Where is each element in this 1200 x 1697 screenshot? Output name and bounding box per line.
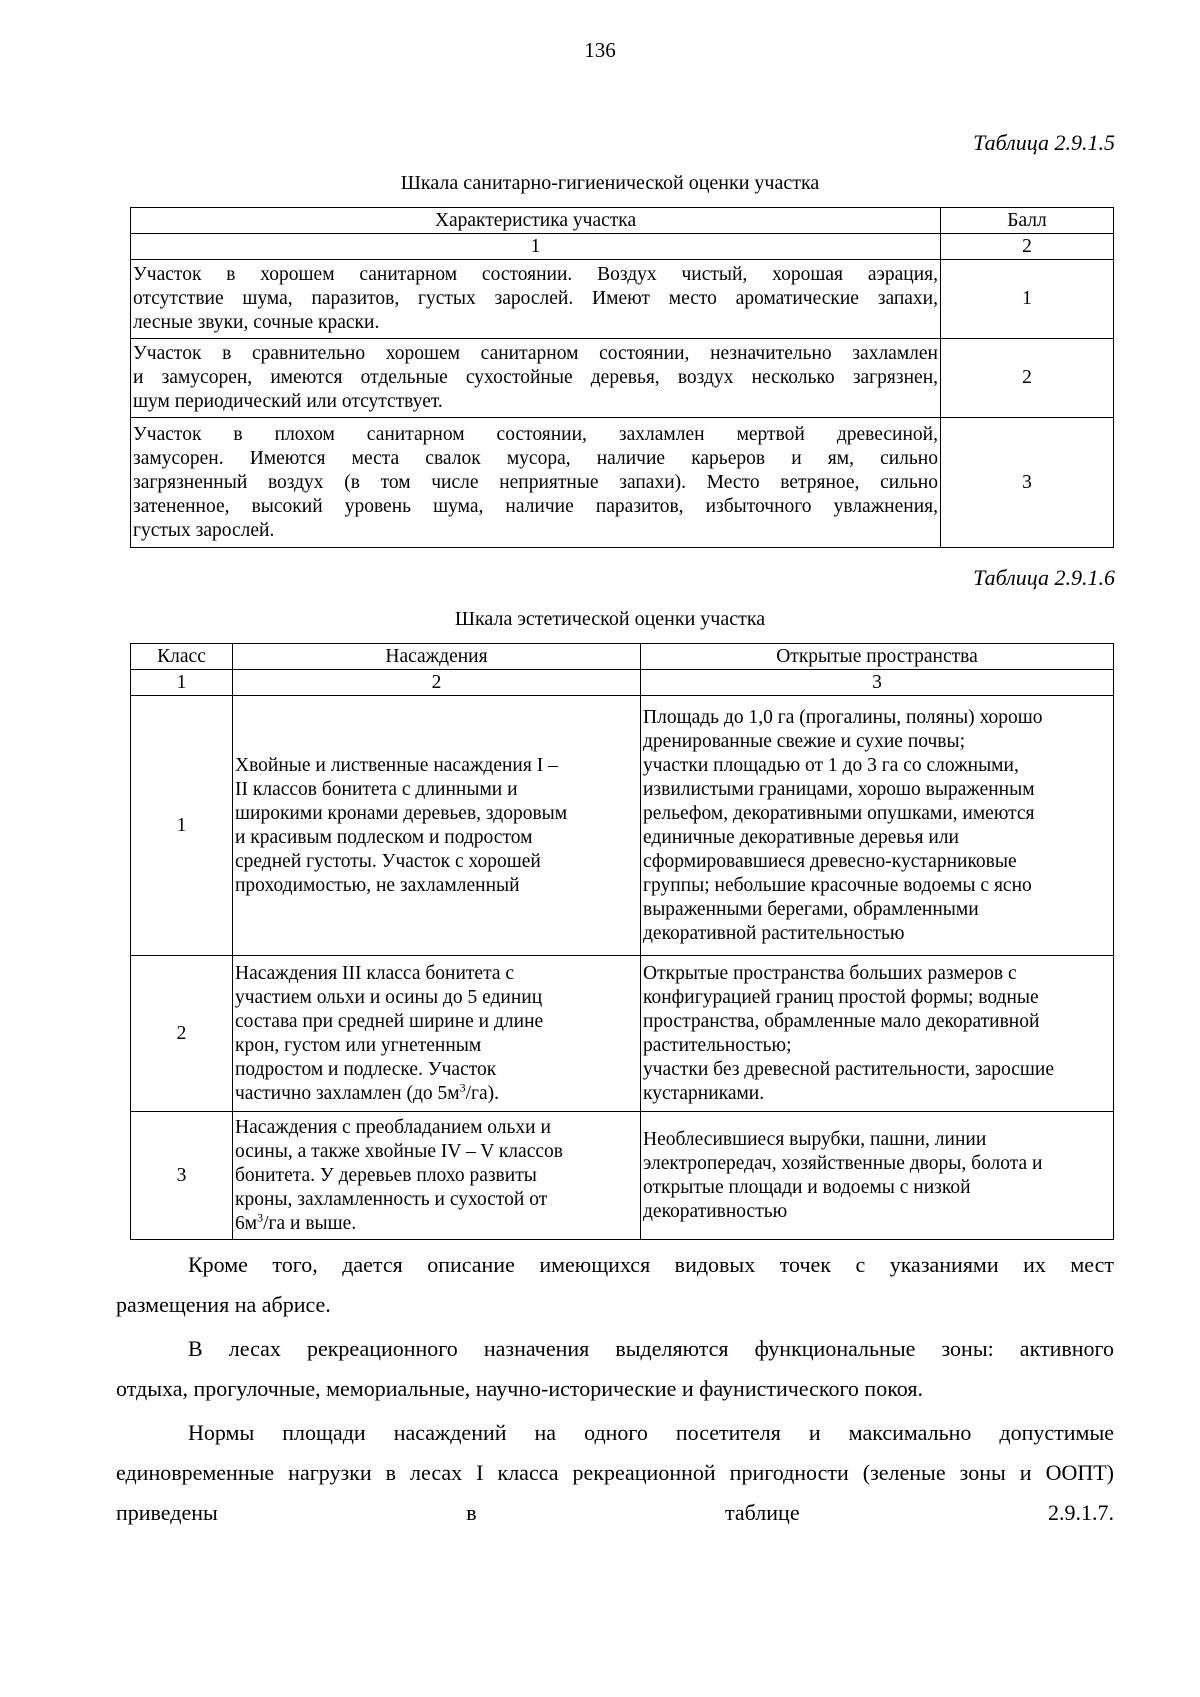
cell-line: участием ольхи и осины до 5 единиц — [235, 986, 543, 1008]
cell-line: сформировавшиеся древесно-кустарниковые — [643, 850, 1017, 872]
open-spaces-cell — [641, 956, 1114, 1112]
table2-label: Таблица 2.9.1.6 — [973, 565, 1115, 590]
paragraph-line: приведены в таблице 2.9.1.7. — [116, 1500, 1114, 1525]
cell-line: Открытые пространства больших размеров с — [643, 962, 1017, 984]
cell-line: загрязненный воздух (в том числе неприятные запахи). Место ветряное, сильно — [133, 471, 938, 493]
page-number: 136 — [584, 38, 616, 62]
cell-line: Участок в хорошем санитарном состоянии. Воздух чистый, хорошая аэрация, — [133, 264, 938, 285]
cell-line — [235, 1082, 638, 1106]
table-row — [131, 339, 1114, 418]
header-plantings: Насаждения — [233, 644, 641, 670]
superscript: 3 — [257, 1210, 264, 1224]
cell-line: замусорен. Имеются места свалок мусора, наличие карьеров и ям, сильно — [133, 447, 938, 469]
cell-line: электропередач, хозяйственные дворы, болота и — [643, 1152, 1043, 1174]
cell-line: конфигурацией границ простой формы; водные — [643, 986, 1039, 1008]
paragraph-line: отдыха, прогулочные, мемориальные, научно-исторические и фаунистического покоя. — [116, 1376, 923, 1401]
text-fragment: /га). — [465, 1082, 500, 1104]
paragraph-line: Нормы площади насаждений на одного посетителя и максимально допустимые — [188, 1420, 1114, 1445]
aesthetic-scale-table — [130, 643, 1114, 1240]
paragraph-line: размещения на абрисе. — [116, 1292, 331, 1317]
table-row — [131, 260, 1114, 339]
plantings-cell — [233, 696, 641, 956]
cell-line: бонитета. У деревьев плохо развиты — [235, 1164, 537, 1186]
cell-line — [235, 1212, 638, 1236]
characteristic-cell — [131, 260, 941, 339]
characteristic-cell — [131, 418, 941, 548]
cell-line: затененное, высокий уровень шума, наличие паразитов, избыточного увлажнения, — [133, 495, 938, 517]
open-spaces-cell — [641, 696, 1114, 956]
cell-line: единичные декоративные деревья или — [643, 826, 959, 848]
score-cell: 1 — [941, 260, 1114, 339]
cell-line: крон, густом или угнетенным — [235, 1034, 482, 1056]
cell-line: декоративной растительностью — [643, 922, 905, 944]
text-fragment: частично захламлен (до 5м — [235, 1082, 460, 1104]
cell-line: извилистыми границами, хорошо выраженным — [643, 778, 1035, 800]
open-spaces-cell — [641, 1112, 1114, 1240]
cell-line: выраженными берегами, обрамленными — [643, 898, 979, 920]
column-number: 2 — [941, 234, 1114, 260]
table-row — [131, 696, 1114, 956]
table-row — [131, 418, 1114, 548]
cell-line: II классов бонитета с длинными и — [235, 778, 518, 800]
cell-line: Площадь до 1,0 га (прогалины, поляны) хорошо — [643, 706, 1043, 728]
table-row — [131, 1112, 1114, 1240]
column-number: 1 — [131, 234, 941, 260]
cell-line: пространства, обрамленные мало декоративной — [643, 1010, 1040, 1032]
header-class: Класс — [131, 644, 233, 670]
table-header-row — [131, 208, 1114, 234]
table-row — [131, 956, 1114, 1112]
cell-line: Хвойные и лиственные насаждения I – — [235, 754, 558, 776]
cell-line: Насаждения с преобладанием ольхи и — [235, 1116, 551, 1138]
header-score: Балл — [941, 208, 1114, 234]
cell-line: отсутствие шума, паразитов, густых зарослей. Имеют место ароматические запахи, — [133, 288, 938, 309]
characteristic-cell — [131, 339, 941, 418]
cell-line: лесные звуки, сочные краски. — [133, 312, 380, 333]
class-cell: 3 — [131, 1112, 233, 1240]
paragraph-line: единовременные нагрузки в лесах I класса рекреационной пригодности (зеленые зоны и ООПТ) — [116, 1460, 1114, 1485]
cell-line: участки площадью от 1 до 3 га со сложными, — [643, 754, 1019, 776]
paragraph-line: В лесах рекреационного назначения выделяются функциональные зоны: активного — [188, 1336, 1114, 1361]
class-cell: 2 — [131, 956, 233, 1112]
table-header-row — [131, 644, 1114, 670]
column-number: 2 — [233, 670, 641, 696]
text-fragment: 6м — [235, 1212, 258, 1234]
paragraph-zones — [116, 1329, 1114, 1409]
paragraph-line: Кроме того, дается описание имеющихся видовых точек с указаниями их мест — [188, 1252, 1114, 1277]
cell-line: состава при средней ширине и длине — [235, 1010, 544, 1032]
cell-line: густых зарослей. — [133, 519, 275, 541]
score-cell: 3 — [941, 418, 1114, 548]
class-cell: 1 — [131, 696, 233, 956]
table1-label: Таблица 2.9.1.5 — [973, 130, 1115, 155]
score-cell: 2 — [941, 339, 1114, 418]
cell-line: проходимостью, не захламленный — [235, 874, 520, 896]
cell-line: участки без древесной растительности, заросшие — [643, 1058, 1054, 1080]
cell-line: открытые площади и водоемы с низкой — [643, 1176, 971, 1198]
cell-line: широкими кронами деревьев, здоровым — [235, 802, 568, 824]
table1-title: Шкала санитарно-гигиенической оценки участка — [400, 172, 820, 194]
column-number-row — [131, 234, 1114, 260]
cell-line: кроны, захламленность и сухостой от — [235, 1188, 548, 1210]
cell-line: рельефом, декоративными опушками, имеются — [643, 802, 1035, 824]
cell-line: Участок в плохом санитарном состоянии, захламлен мертвой древесиной, — [133, 423, 938, 445]
cell-line: группы; небольшие красочные водоемы с ясно — [643, 874, 1032, 896]
cell-line: декоративностью — [643, 1200, 788, 1222]
cell-line: Необлесившиеся вырубки, пашни, линии — [643, 1128, 987, 1150]
cell-line: средней густоты. Участок с хорошей — [235, 850, 541, 872]
cell-line: шум периодический или отсутствует. — [133, 391, 443, 412]
cell-line: Насаждения III класса бонитета с — [235, 962, 515, 984]
column-number: 1 — [131, 670, 233, 696]
cell-line: и замусорен, имеются отдельные сухостойные деревья, воздух несколько загрязнен, — [133, 367, 938, 388]
cell-line: кустарниками. — [643, 1082, 765, 1104]
superscript: 3 — [459, 1080, 466, 1094]
cell-line: подростом и подлеске. Участок — [235, 1058, 497, 1080]
paragraph-norms — [116, 1413, 1114, 1533]
cell-line: растительностью; — [643, 1034, 792, 1056]
plantings-cell — [233, 956, 641, 1112]
paragraph-viewpoints — [116, 1245, 1114, 1325]
table2-title: Шкала эстетической оценки участка — [454, 608, 766, 630]
text-fragment: /га и выше. — [263, 1212, 357, 1234]
header-characteristic: Характеристика участка — [131, 208, 941, 234]
cell-line: и красивым подлеском и подростом — [235, 826, 533, 848]
sanitary-scale-table — [130, 207, 1114, 548]
header-open-spaces: Открытые пространства — [641, 644, 1114, 670]
cell-line: осины, а также хвойные IV – V классов — [235, 1140, 563, 1162]
cell-line: Участок в сравнительно хорошем санитарном состоянии, незначительно захламлен — [133, 343, 938, 364]
column-number-row — [131, 670, 1114, 696]
plantings-cell — [233, 1112, 641, 1240]
cell-line: дренированные свежие и сухие почвы; — [643, 730, 966, 752]
column-number: 3 — [641, 670, 1114, 696]
